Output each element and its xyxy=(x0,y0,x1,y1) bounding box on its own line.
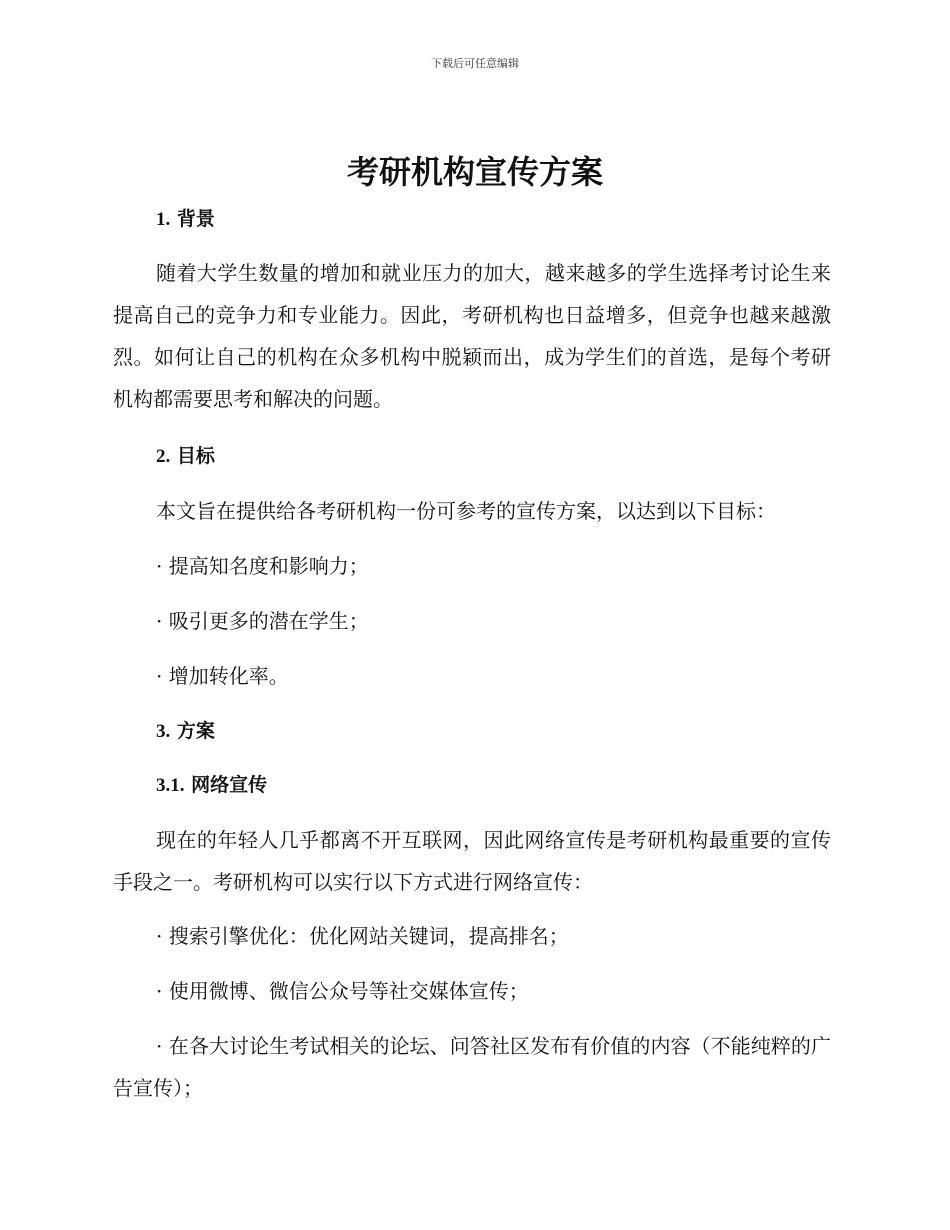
section-2-bullet-2: · 吸引更多的潜在学生； xyxy=(156,609,369,633)
section-1-number: 1. xyxy=(156,209,171,230)
section-3-1-bullet-2: · 使用微博、微信公众号等社交媒体宣传； xyxy=(156,979,529,1003)
section-1-paragraph: 随着大学生数量的增加和就业压力的加大，越来越多的学生选择考讨论生来提高自己的竞争力和专业能力。因此，考研机构也日益增多，但竞争也越来越激烈。如何让自己的机构在众多机构中脱颖而出，成为学生们的首选，是每个考研机构都需要思考和解决的问题。 xyxy=(113,261,831,411)
section-3-heading xyxy=(156,710,836,753)
section-3-1-paragraph: 现在的年轻人几乎都离不开互联网，因此网络宣传是考研机构最重要的宣传手段之一。考研机构可以实行以下方式进行网络宣传： xyxy=(113,828,831,894)
section-3-title: 方案 xyxy=(176,720,215,742)
section-2-bullet-3: · 增加转化率。 xyxy=(156,664,289,688)
section-1-title: 背景 xyxy=(176,208,215,230)
document-title: 考研机构宣传方案 xyxy=(346,153,603,191)
section-2-number: 2. xyxy=(156,446,171,467)
section-1-heading xyxy=(156,198,836,241)
section-3-1-bullet-3: · 在各大讨论生考试相关的论坛、问答社区发布有价值的内容（不能纯粹的广告宣传）； xyxy=(113,1034,831,1100)
section-3-number: 3. xyxy=(156,721,171,742)
section-2-bullet-1: · 提高知名度和影响力； xyxy=(156,554,369,578)
section-3-1-number: 3.1. xyxy=(156,775,185,796)
section-3-1-heading xyxy=(156,764,836,807)
section-2-intro: 本文旨在提供给各考研机构一份可参考的宣传方案，以达到以下目标： xyxy=(156,499,776,523)
section-3-1-bullet-1: · 搜索引擎优化：优化网站关键词，提高排名； xyxy=(156,924,569,948)
section-2-heading xyxy=(156,435,836,478)
header-note: 下载后可任意编辑 xyxy=(431,57,519,70)
section-3-1-title: 网络宣传 xyxy=(191,774,268,796)
section-2-title: 目标 xyxy=(176,445,215,467)
